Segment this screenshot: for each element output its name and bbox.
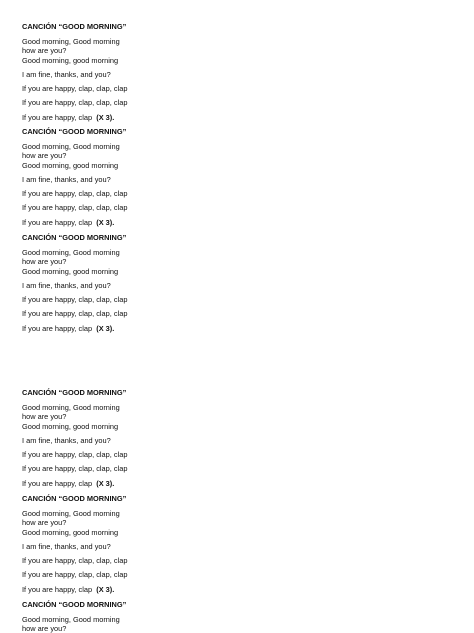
song-line-happy-1: If you are happy, clap, clap, clap: [22, 84, 128, 93]
song-line-good-morning-2: Good morning, good morning: [22, 56, 119, 65]
song-line-how-are-you: how are you?: [22, 624, 67, 633]
song-line-good-morning-2: Good morning, good morning: [22, 528, 119, 537]
song-line-good-morning: Good morning, Good morning: [22, 509, 120, 518]
song-line-how-are-you: how are you?: [22, 412, 67, 421]
song-line-happy-3-text: If you are happy, clap: [22, 585, 93, 594]
song-line-good-morning-2: Good morning, good morning: [22, 267, 119, 276]
song-line-happy-3: [22, 585, 114, 594]
song-line-good-morning: Good morning, Good morning: [22, 615, 120, 624]
song-line-happy-3-text: If you are happy, clap: [22, 218, 93, 227]
song-line-happy-2: If you are happy, clap, clap, clap: [22, 570, 128, 579]
song-line-good-morning-2: Good morning, good morning: [22, 422, 119, 431]
song-line-happy-3-text: If you are happy, clap: [22, 479, 93, 488]
song-title: CANCIÓN “GOOD MORNING”: [22, 494, 127, 503]
song-line-how-are-you: how are you?: [22, 257, 67, 266]
song-line-happy-3: [22, 218, 114, 227]
song-line-how-are-you: how are you?: [22, 518, 67, 527]
song-line-fine: I am fine, thanks, and you?: [22, 436, 111, 445]
song-line-happy-2: If you are happy, clap, clap, clap: [22, 203, 128, 212]
song-line-happy-3: [22, 479, 114, 488]
song-line-happy-3: [22, 324, 114, 333]
song-line-how-are-you: how are you?: [22, 151, 67, 160]
song-line-happy-2: If you are happy, clap, clap, clap: [22, 309, 128, 318]
song-line-happy-1: If you are happy, clap, clap, clap: [22, 189, 128, 198]
repeat-marker: (X 3).: [96, 324, 115, 333]
song-line-happy-3-text: If you are happy, clap: [22, 113, 93, 122]
song-line-fine: I am fine, thanks, and you?: [22, 542, 111, 551]
song-line-fine: I am fine, thanks, and you?: [22, 175, 111, 184]
repeat-marker: (X 3).: [96, 113, 115, 122]
song-line-good-morning: Good morning, Good morning: [22, 248, 120, 257]
song-line-good-morning-2: Good morning, good morning: [22, 161, 119, 170]
song-line-how-are-you: how are you?: [22, 46, 67, 55]
song-title: CANCIÓN “GOOD MORNING”: [22, 233, 127, 242]
repeat-marker: (X 3).: [96, 585, 115, 594]
song-line-fine: I am fine, thanks, and you?: [22, 281, 111, 290]
repeat-marker: (X 3).: [96, 218, 115, 227]
song-line-happy-3: [22, 113, 114, 122]
repeat-marker: (X 3).: [96, 479, 115, 488]
song-title: CANCIÓN “GOOD MORNING”: [22, 600, 127, 609]
song-line-happy-1: If you are happy, clap, clap, clap: [22, 295, 128, 304]
song-line-happy-3-text: If you are happy, clap: [22, 324, 93, 333]
song-line-happy-1: If you are happy, clap, clap, clap: [22, 450, 128, 459]
song-title: CANCIÓN “GOOD MORNING”: [22, 22, 127, 31]
song-line-fine: I am fine, thanks, and you?: [22, 70, 111, 79]
song-line-good-morning: Good morning, Good morning: [22, 142, 120, 151]
song-line-happy-2: If you are happy, clap, clap, clap: [22, 464, 128, 473]
song-title: CANCIÓN “GOOD MORNING”: [22, 127, 127, 136]
song-line-happy-1: If you are happy, clap, clap, clap: [22, 556, 128, 565]
song-line-good-morning: Good morning, Good morning: [22, 37, 120, 46]
song-line-happy-2: If you are happy, clap, clap, clap: [22, 98, 128, 107]
song-line-good-morning: Good morning, Good morning: [22, 403, 120, 412]
song-title: CANCIÓN “GOOD MORNING”: [22, 388, 127, 397]
